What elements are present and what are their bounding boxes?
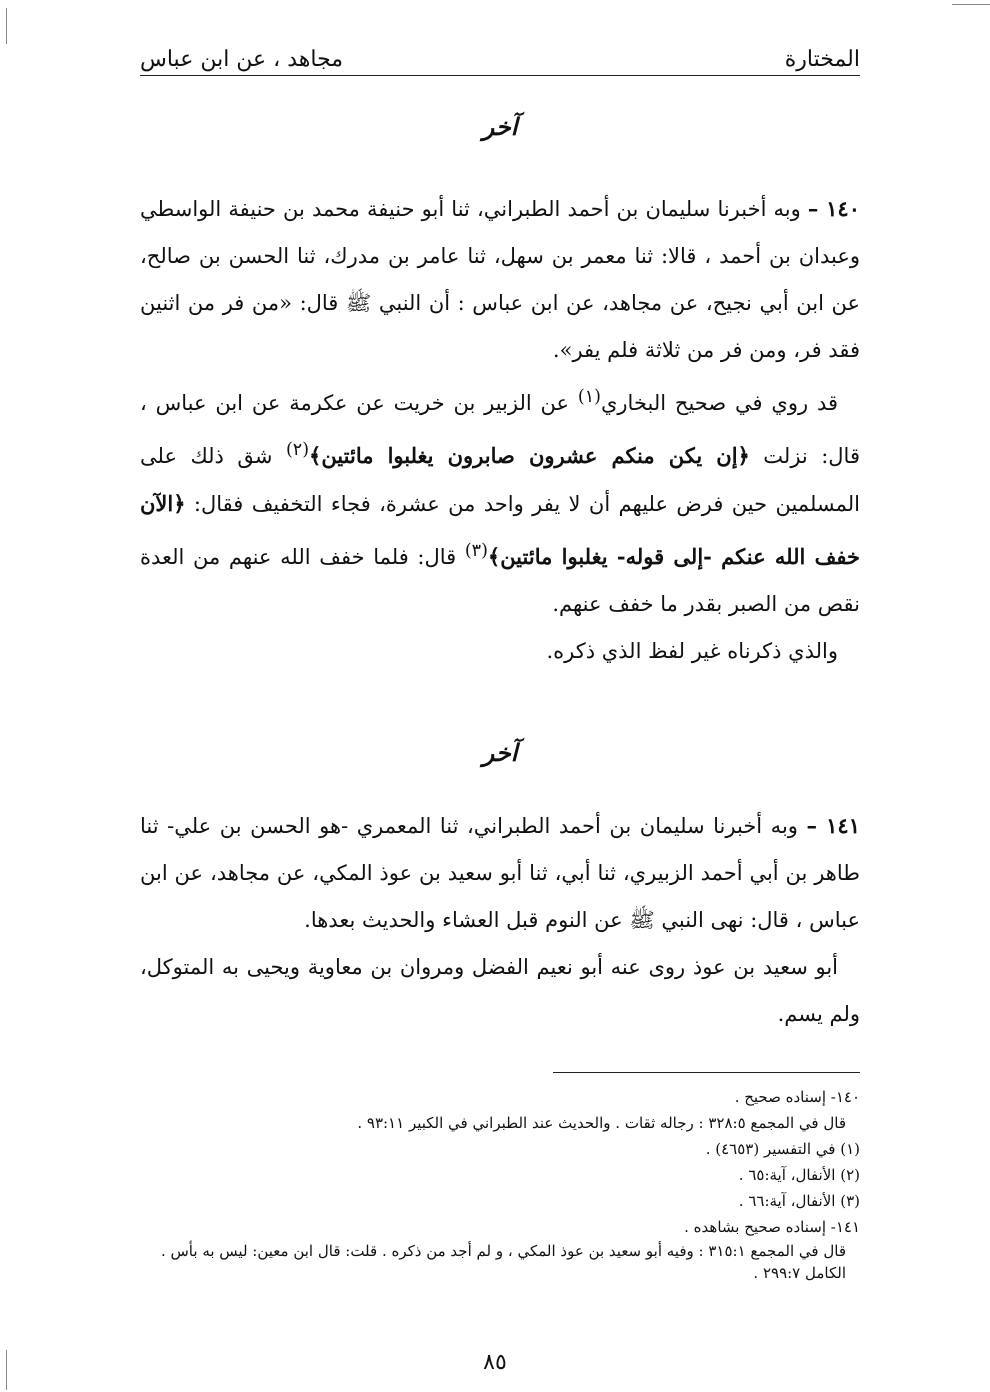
page-number: ٨٥ <box>483 1350 507 1375</box>
remark-text: أبو سعيد بن عوذ روى عنه أبو نعيم الفضل ومروان بن معاوية ويحيى به المتوكل، ولم يسم. <box>140 955 860 1026</box>
section-heading: آخر <box>482 738 518 767</box>
quran-quote: ﴿الآن خفف الله عنكم -إلى قوله- يغلبوا مائتين﴾ <box>140 491 860 569</box>
header-rule <box>140 75 860 76</box>
commentary-text: قد روي في صحيح البخاري <box>600 391 839 415</box>
hadith-block-141 <box>140 802 860 1038</box>
quran-quote: ﴿إن يكن منكم عشرون صابرون يغلبوا مائتين﴾ <box>309 443 750 468</box>
remark-paragraph <box>140 628 860 675</box>
footnote-ref: (٣) <box>464 541 488 561</box>
footnote-140-detail: قال في المجمع ٣٢٨:٥ : رجاله ثقات . والحديث عند الطبراني في الكبير ٩٣:١١ . <box>357 1114 846 1132</box>
remark-text: والذي ذكرناه غير لفظ الذي ذكره. <box>546 639 838 663</box>
section-heading: آخر <box>482 112 518 141</box>
footnote-ref: (٢) <box>285 440 310 460</box>
footnote-2: (٢) الأنفال، آية:٦٥ . <box>738 1166 860 1184</box>
commentary-text: قال: فلما خفف الله عنهم من العدة نقص من الصبر بقدر ما خفف عنهم. <box>140 545 860 616</box>
section-title: مجاهد ، عن ابن عباس <box>140 47 344 72</box>
running-header <box>140 30 860 72</box>
scan-edge-line <box>6 8 7 44</box>
hadith-number: ١٤١ – <box>806 813 860 838</box>
scan-edge-line <box>952 4 990 5</box>
hadith-paragraph <box>140 185 860 374</box>
footnote-141: ١٤١- إسناده صحيح بشاهده . <box>684 1218 860 1236</box>
footnote-3: (٣) الأنفال، آية:٦٦ . <box>738 1192 860 1210</box>
commentary-paragraph <box>140 374 860 628</box>
commentary-text: شق ذلك على المسلمين حين فرض عليهم أن لا يفر واحد من عشرة، فجاء التخفيف فقال: <box>140 444 860 516</box>
commentary-text: عن الزبير بن خريت عن عكرمة عن ابن عباس ، قال: نزلت <box>140 391 860 468</box>
hadith-number: ١٤٠ – <box>807 196 860 221</box>
footnote-1: (١) في التفسير (٤٦٥٣) . <box>705 1140 860 1158</box>
hadith-paragraph <box>140 802 860 944</box>
book-title: المختارة <box>784 47 860 72</box>
hadith-text: وبه أخبرنا سليمان بن أحمد الطبراني، ثنا أبو حنيفة محمد بن حنيفة الواسطي وعبدان بن أحمد ، قالا: ثنا معمر بن سهل، ثنا عامر بن مدرك، ثنا الحسن بن صالح، عن ابن أبي نجيح، عن مجاهد، عن ابن عباس : أن النبي ﷺ قال: «من فر من اثنين فقد فر، ومن فر من ثلاثة فلم يفر». <box>140 197 860 362</box>
footnote-separator <box>553 1072 860 1073</box>
hadith-block-140 <box>140 185 860 675</box>
hadith-text: وبه أخبرنا سليمان بن أحمد الطبراني، ثنا المعمري -هو الحسن بن علي- ثنا طاهر بن أبي أحمد الزبيري، ثنا أبي، ثنا أبو سعيد بن عوذ المكي، عن مجاهد، عن ابن عباس ، قال: نهى النبي ﷺ عن النوم قبل العشاء والحديث بعدها. <box>140 814 860 932</box>
remark-paragraph <box>140 944 860 1038</box>
footnote-141-detail: قال في المجمع ٣١٥:١ : وفيه أبو سعيد بن عوذ المكي ، و لم أجد من ذكره . قلت: قال ابن معين: ليس به بأس . الكامل ٢٩٩:٧ . <box>160 1242 846 1282</box>
footnote-140: ١٤٠- إسناده صحيح . <box>734 1088 860 1106</box>
footnote-ref: (١) <box>577 387 601 407</box>
footnotes <box>140 1084 860 1284</box>
